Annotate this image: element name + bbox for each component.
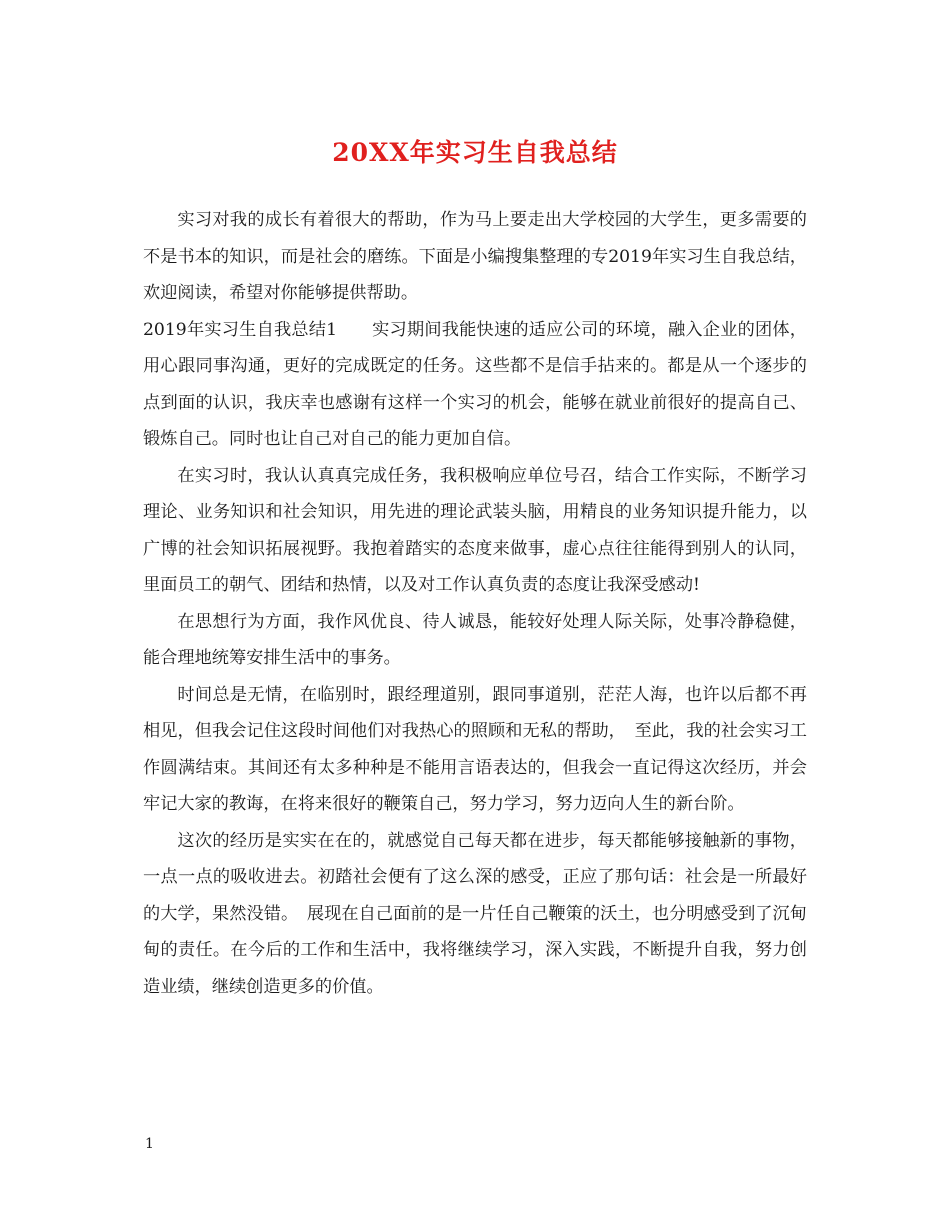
document-body	[143, 202, 807, 1005]
paragraph: 这次的经历是实实在在的，就感觉自己每天都在进步，每天都能够接触新的事物，一点一点的吸收进去。初踏社会便有了这么深的感受，正应了那句话：社会是一所最好的大学，果然没错。 展现在自己面前的是一片任自己鞭策的沃土，也分明感受到了沉甸甸的责任。在今后的工作和生活中，我将继续学习，深入实践，不断提升自我，努力创造业绩，继续创造更多的价值。	[143, 830, 807, 997]
document-title: 20XX年实习生自我总结	[332, 138, 618, 167]
paragraph: 在实习时，我认认真真完成任务，我积极响应单位号召，结合工作实际，不断学习理论、业务知识和社会知识，用先进的理论武装头脑，用精良的业务知识提升能力，以广博的社会知识拓展视野。我抱着踏实的态度来做事，虚心点往往能得到别人的认同，里面员工的朝气、团结和热情，以及对工作认真负责的态度让我深受感动!	[143, 465, 807, 595]
paragraph: 实习对我的成长有着很大的帮助，作为马上要走出大学校园的大学生，更多需要的不是书本的知识，而是社会的磨练。下面是小编搜集整理的专2019年实习生自我总结，欢迎阅读，希望对你能够提供帮助。	[143, 210, 807, 303]
page-number: 1	[145, 1136, 154, 1152]
paragraph: 2019年实习生自我总结1 实习期间我能快速的适应公司的环境，融入企业的团体，用心跟同事沟通，更好的完成既定的任务。这些都不是信手拈来的。都是从一个逐步的点到面的认识，我庆幸也感谢有这样一个实习的机会，能够在就业前很好的提高自己、锻炼自己。同时也让自己对自己的能力更加自信。	[143, 319, 807, 449]
paragraph: 在思想行为方面，我作风优良、待人诚恳，能较好处理人际关际，处事冷静稳健，能合理地统筹安排生活中的事务。	[143, 611, 807, 668]
paragraph: 时间总是无情，在临别时，跟经理道别，跟同事道别，茫茫人海，也许以后都不再相见，但我会记住这段时间他们对我热心的照顾和无私的帮助， 至此，我的社会实习工作圆满结束。其间还有太多种种是不能用言语表达的，但我会一直记得这次经历，并会牢记大家的教诲，在将来很好的鞭策自己，努力学习，努力迈向人生的新台阶。	[143, 684, 807, 814]
